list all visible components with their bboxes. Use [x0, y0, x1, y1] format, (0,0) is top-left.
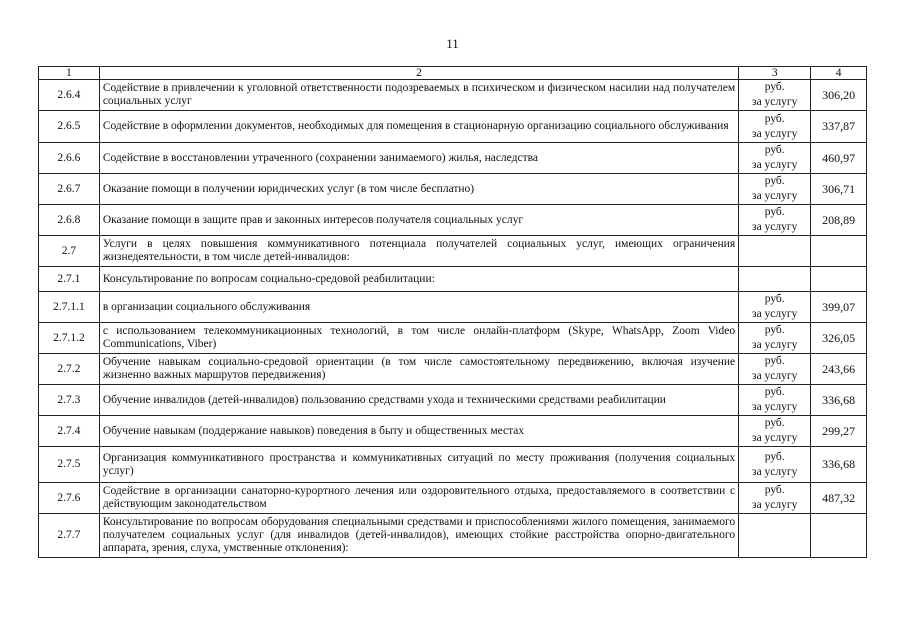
unit-bottom: за услугу [752, 370, 798, 382]
unit-top: руб. [764, 81, 785, 93]
row-name: с использованием телекоммуникационных технологий, в том числе онлайн-платформ (Skype, WhatsApp, Zoom Video Communications, Viber) [99, 323, 738, 354]
row-unit [739, 174, 811, 205]
unit-bottom: за услугу [752, 465, 798, 478]
table-row [39, 483, 867, 514]
row-code: 2.6.5 [39, 111, 100, 143]
row-code: 2.7.5 [39, 447, 100, 483]
table-row [39, 292, 867, 323]
unit-bottom: за услугу [752, 127, 798, 140]
row-name: Услуги в целях повышения коммуникативного потенциала получателей социальных услуг, имеющих ограничения жизнедеятельности, в том числе детей-инвалидов: [99, 236, 738, 267]
row-code: 2.6.6 [39, 143, 100, 174]
unit-top: руб. [764, 386, 785, 398]
row-price [811, 267, 867, 292]
unit-top: руб. [764, 484, 785, 496]
row-unit [739, 416, 811, 447]
header-col-2: 2 [99, 67, 738, 80]
row-code: 2.7.7 [39, 514, 100, 558]
row-code: 2.7.1 [39, 267, 100, 292]
unit-top: руб. [764, 417, 785, 429]
unit-top: руб. [764, 324, 785, 336]
row-price [811, 514, 867, 558]
row-price: 487,32 [811, 483, 867, 514]
row-price: 460,97 [811, 143, 867, 174]
unit-top: руб. [764, 293, 785, 305]
table-row [39, 354, 867, 385]
row-code: 2.7.2 [39, 354, 100, 385]
table-row [39, 143, 867, 174]
row-price: 326,05 [811, 323, 867, 354]
row-code: 2.6.8 [39, 205, 100, 236]
unit-bottom: за услугу [752, 432, 798, 444]
table-row [39, 174, 867, 205]
row-name: Консультирование по вопросам социально-средовой реабилитации: [99, 267, 738, 292]
row-name: Обучение навыкам социально-средовой ориентации (в том числе самостоятельному передвижению, включая изучение жизненно важных маршрутов передвижения) [99, 354, 738, 385]
table-row [39, 416, 867, 447]
row-code: 2.7.1.1 [39, 292, 100, 323]
unit-bottom: за услугу [752, 499, 798, 511]
row-name: Содействие в оформлении документов, необходимых для помещения в стационарную организацию социального обслуживания [99, 111, 738, 143]
table-row [39, 514, 867, 558]
row-unit [739, 205, 811, 236]
row-price: 208,89 [811, 205, 867, 236]
row-unit [739, 483, 811, 514]
row-unit [739, 292, 811, 323]
table-row [39, 80, 867, 111]
row-unit [739, 111, 811, 143]
unit-top: руб. [764, 175, 785, 187]
table-row [39, 267, 867, 292]
unit-bottom: за услугу [752, 96, 798, 108]
tariff-table [38, 66, 867, 558]
table-row [39, 323, 867, 354]
row-name: Организация коммуникативного пространства и коммуникативных ситуаций по месту проживания (получения социальных услуг) [99, 447, 738, 483]
unit-bottom: за услугу [752, 308, 798, 320]
row-name: Обучение инвалидов (детей-инвалидов) пользованию средствами ухода и техническими средствами реабилитации [99, 385, 738, 416]
row-name: Содействие в организации санаторно-курортного лечения или оздоровительного отдыха, предоставляемого в соответствии с действующим законодательством [99, 483, 738, 514]
unit-top: руб. [764, 355, 785, 367]
header-row [39, 67, 867, 80]
row-code: 2.7.4 [39, 416, 100, 447]
row-code: 2.6.7 [39, 174, 100, 205]
table-row [39, 447, 867, 483]
unit-bottom: за услугу [752, 221, 798, 233]
row-unit [739, 354, 811, 385]
row-price: 306,20 [811, 80, 867, 111]
row-code: 2.7.6 [39, 483, 100, 514]
table-row [39, 236, 867, 267]
header-col-4: 4 [811, 67, 867, 80]
row-price [811, 236, 867, 267]
unit-top: руб. [764, 450, 785, 463]
row-name: Оказание помощи в защите прав и законных интересов получателя социальных услуг [99, 205, 738, 236]
header-col-3: 3 [739, 67, 811, 80]
row-unit [739, 514, 811, 558]
row-unit [739, 80, 811, 111]
unit-top: руб. [764, 112, 785, 125]
row-price: 337,87 [811, 111, 867, 143]
table-row [39, 111, 867, 143]
row-code: 2.7.3 [39, 385, 100, 416]
row-code: 2.7 [39, 236, 100, 267]
row-code: 2.7.1.2 [39, 323, 100, 354]
row-price: 299,27 [811, 416, 867, 447]
row-price: 399,07 [811, 292, 867, 323]
unit-top: руб. [764, 144, 785, 156]
row-price: 306,71 [811, 174, 867, 205]
row-name: Консультирование по вопросам оборудования специальными средствами и приспособлениями жилого помещения, занимаемого получателем социальных услуг (для инвалидов (детей-инвалидов), имеющих стойкие расстройства опорно-двигательного аппарата, зрения, слуха, умственные отклонения): [99, 514, 738, 558]
row-price: 243,66 [811, 354, 867, 385]
row-unit [739, 236, 811, 267]
row-name: Оказание помощи в получении юридических услуг (в том числе бесплатно) [99, 174, 738, 205]
row-price: 336,68 [811, 385, 867, 416]
row-name: Обучение навыкам (поддержание навыков) поведения в быту и общественных местах [99, 416, 738, 447]
table-row [39, 205, 867, 236]
row-code: 2.6.4 [39, 80, 100, 111]
header-col-1: 1 [39, 67, 100, 80]
unit-bottom: за услугу [752, 339, 798, 351]
unit-bottom: за услугу [752, 159, 798, 171]
table-body [39, 80, 867, 558]
row-name: в организации социального обслуживания [99, 292, 738, 323]
page-number: 11 [446, 36, 459, 51]
unit-bottom: за услугу [752, 401, 798, 413]
unit-bottom: за услугу [752, 190, 798, 202]
row-unit [739, 447, 811, 483]
row-price: 336,68 [811, 447, 867, 483]
row-unit [739, 323, 811, 354]
row-name: Содействие в привлечении к уголовной ответственности подозреваемых в психическом и физическом насилии над получателем социальных услуг [99, 80, 738, 111]
unit-top: руб. [764, 206, 785, 218]
row-unit [739, 267, 811, 292]
table-row [39, 385, 867, 416]
row-name: Содействие в восстановлении утраченного (сохранении занимаемого) жилья, наследства [99, 143, 738, 174]
row-unit [739, 385, 811, 416]
row-unit [739, 143, 811, 174]
